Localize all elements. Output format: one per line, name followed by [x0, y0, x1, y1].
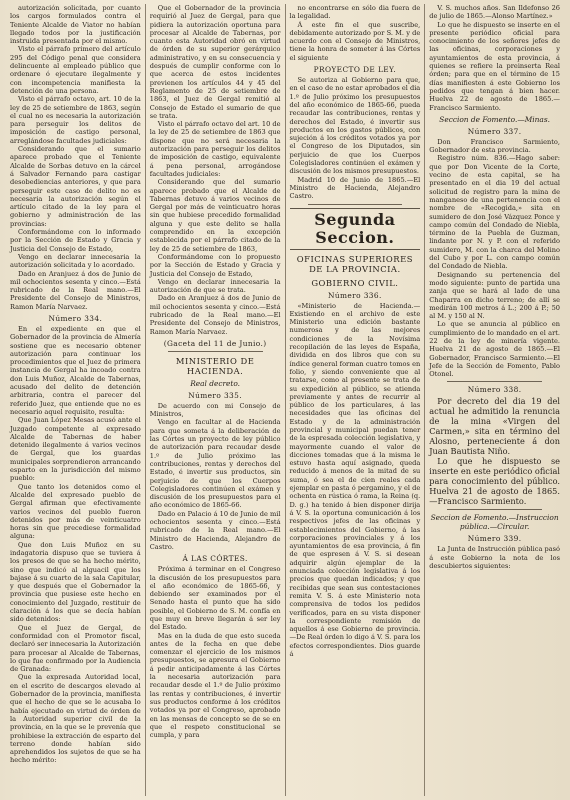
paragraph: Que tanto los detenidos como el Alcalde del expresado pueblo de Gergal afirman que efectivamente varios vecinos del pueblo fueron detenidos por más de veinticuatro horas sin que precediese formalidad alguna: — [10, 482, 141, 541]
paragraph: Vengo en declarar innecesaria la autorización de que se trata. — [149, 277, 281, 295]
paragraph: Don Francisco Sarmiento, Gobernador de esta provincia. — [429, 137, 560, 155]
divider — [447, 509, 542, 510]
paragraph: «Ministerio de Hacienda.—Existiendo en el archivo de este Ministerio una edición bastante numerosa y de las mejores condiciones de la Novísima recopilación de las leyes de España, dividida en dos libros que con su índice general forman cuatro tomos en folio, y siendo conveniente que al tratarse, como al presente se trata de su expedición al público, se atienda previamente y antes de recurrir al público de los particulares, á las necesidades que las oficinas del Estado y de la administración provincial y municipal puedan tener de la espresada colección legislativa, y mayormente cuando el valor de dicciones tomadas que á la misma le estuvo hasta aquí asignado, queda reducido á menos de la mitad de su suma, ó sea el de cien reales cada ejemplar en pasta ó pergamino, y el de ochenta en rústica ó rama, la Reina (q. D. g.) ha tenido á bien disponer dirija á V. S. la oportuna comunicación á los respectivos jefes de las oficinas y establecimientos del Gobierno, á las corporaciones provinciales y á los ayuntamientos de esa provincia, á fin de que espresen á V. S. si desean adquirir algún ejemplar de la enunciada colección legislativa á los precios que quedan indicados; y que recibidas que sean sus contestaciones remita V. S. á este Ministerio nota comprensiva de todos los pedidos verificados, para en su vista disponer la correspondiente remisión de aquellos á ese Gobierno de provincia.—De Real órden lo digo á V. S. para los efectos correspondientes. Dios guarde á — [289, 301, 421, 658]
paragraph: Que el Gobernador de la provincia requirió al Juez de Gergal, para que pidiera la autorización oportuna para procesar al Alcalde de Tabernas, por cuanto esta Autoridad obró en virtud de órden de su superior gerárquico administrativo, y en su consecuencia y después de cumplir conforme con lo que acerca de estos incidentes previenen los artículos 44 y 45 del Reglamento de 25 de setiembre de 1863, el Juez de Gergal remitió al Consejo de Estado el sumario de que se trata. — [149, 4, 281, 120]
paragraph: Lo que he dispuesto se inserte en este periódico oficial para conocimiento del público. Huelva 21 de agosto de 1865.—Francisco Sarmiento. — [429, 456, 560, 507]
proyecto-heading: PROYECTO DE LEY. — [313, 65, 397, 75]
paragraph: Á este fin el que suscribe, debidamente autorizado por S. M. y de acuerdo con el Consejo de Ministros, tiene la honra de someter á las Córtes el siguiente — [289, 20, 421, 62]
paragraph: Madrid 10 de Junio de 1865.—El Ministro de Hacienda, Alejandro Castro. — [289, 175, 421, 201]
decree-heading: Real decreto. — [190, 378, 241, 388]
paragraph: Lo que se anuncia al público en cumplimiento de lo mandado en el art. 22 de la ley de minería vigente. Huelva 21 de agosto de 1865.—El Gobernador, Francisco Sarmiento.—El Jefe de la Sección de Fomento, Pablo Otonel. — [429, 320, 560, 379]
ministry-heading: MINISTERIO DE HACIENDA. — [175, 355, 255, 376]
paragraph: Mas en la duda de que esto suceda antes de la fecha en que debe comenzar el ejercicio de los mismos presupuestos, se apresura el Gobierno á pedir anticipadamente á las Córtes la necesaria autorización para recaudar desde el 1.º de Julio próximo las rentas y contribuciones, é invertir sus productos conforme á los créditos votados ya por el Congreso, aprobado en las mensas de concepto se de se en que el respeto constitucional se cumpla, y para — [149, 631, 281, 740]
paragraph: Considerando que del sumario aparece probado que el Alcalde de Tabernas detuvo á varios vecinos de Gergal por más de veinticuatro horas sin que hubiese precedido formalidad alguna y que este delito se halla comprendido en la excepción establecida por el párrafo citado de la ley de 25 de setiembre de 1863, — [149, 178, 281, 253]
paragraph: Visto el párrafo octavo, art. 10 de la ley de 25 de setiembre de 1863, según el cual no es necesaria la autorización para perseguir los delitos de imposición de castigo personal, arreglándose facultades judiciales: — [10, 95, 141, 145]
paragraph: Que el Juez de Gergal, de conformidad con el Promotor fiscal, declaró ser innecesaria la Autorización para procesar al Alcalde de Tabernas, lo que fue confirmado por la Audiencia de Granada: — [10, 623, 141, 674]
section-number: Número 337. — [467, 126, 522, 136]
cortes-heading: Á LAS CÓRTES. — [182, 554, 248, 564]
paragraph: Por decreto del dia 19 del actual he admitido la renuncia de la mina «Virgen del Carmen,» sita en término del Alosno, perteneciente á don Juan Bautista Niño. — [429, 396, 560, 457]
paragraph: no encontrarse en sólo dia fuera de la legalidad. — [289, 4, 421, 21]
paragraph: Designando su pertenencia del modo siguiente: punto de partida una zanja que se hará al lado de una Chaparra en dicho terreno; de allí se medirán 100 metros á L.; 200 á P.; 50 al M. y 150 al N. — [429, 270, 560, 321]
section-heading: Segunda Seccion. — [290, 208, 421, 250]
section-heading: Seccion de Fomento.—Minas. — [439, 114, 550, 124]
paragraph: Dado en Aranjuez á dos de Junio de mil ochocientos sesenta y cinco.—Está rubricado de la Real mano.—El Presidente del Consejo de Ministros, Ramon María Narvaez. — [10, 269, 141, 311]
oficinas-heading: OFICINAS SUPERIORES DE LA PROVINCIA. — [296, 253, 413, 274]
paragraph: V. S. muchos años. San Ildefonso 26 de julio de 1865.—Alonso Martínez.» — [429, 4, 560, 21]
section-number: Número 334. — [48, 313, 103, 323]
section-number: Número 336. — [327, 290, 382, 300]
column-2 — [146, 4, 286, 796]
paragraph: Próxima á terminar en el Congreso la discusión de los presupuestos para el año económico de 1865-66, y debiendo ser examinados por el Senado hasta el punto que ha sido posible, el Gobierno de S. M. confía en que muy en breve llegarán á ser ley del Estado. — [149, 565, 281, 632]
paragraph: Visto el párrafo primero del artículo 295 del Código penal que considera delincuente al empleado público que ordenare ó ejecutare ilegalmente y con incompetencia manifiesta la detención de una persona. — [10, 45, 141, 95]
column-4 — [425, 4, 564, 796]
section-number: Número 335. — [188, 390, 243, 400]
paragraph: Vengo en declarar innecesaria la autorización solicitada y lo acordado. — [10, 252, 141, 270]
paragraph: Que don Luis Muñoz en su indagatoria dispuso que se tuviera á los presos de que se ha hecho mérito, sino que indicó al alguacil que los bajase á su cuarto de la sala Capitular, y que después que el Gobernador la provincia que pusiese este hecho en conocimiento del Juzgado, restituir de claración á los que se decía habían sido detenidos: — [10, 540, 141, 624]
column-1 — [6, 4, 146, 796]
paragraph: Conformándome con lo informado por la Sección de Estado y Gracia y Justicia del Consejo de Estado, — [10, 228, 141, 253]
paragraph: De acuerdo con mi Consejo de Ministros, — [149, 401, 281, 419]
column-3 — [286, 4, 426, 796]
paragraph: Dado en Palacio á 10 de Junio de mil ochocientos sesenta y cinco.—Está rubricado de la Real mano.—El Ministro de Hacienda, Alejandro de Castro. — [149, 509, 281, 551]
paragraph: Considerando que el sumario aparece probado que el Teniente Alcalde de Sorbas detuvo en la cárcel á Salvador Fernando para castigar desobediencias anteriores, y que para perseguir este caso de delito no es necesaria la autorización según el artículo citado de la ley para el gobierno y administración de las provincias: — [10, 145, 141, 228]
paragraph: Que la expresada Autoridad local, en el escrito de descargos elevado al Gobernador de la provincia, manifiesta que el hecho de que se le acusaba lo había ejecutado en virtud de órden de la Autoridad superior civil de la provincia, en la que se le prevenía que prohibiese la extracción de esparto del terreno donde habían sido aprehendidos los sujetos de que se ha hecho mérito: — [10, 673, 141, 765]
divider — [447, 381, 542, 382]
divider — [308, 204, 403, 205]
gazette-reference: (Gaceta del 11 de Junio.) — [163, 338, 267, 348]
paragraph: Se autoriza al Gobierno para que, en el caso de no estar aprobados el dia 1.º de Julio próximo los presupuestos del año económico de 1865-66, pueda recaudar las contribuciones, rentas y derechos del Estado, é invertir sus productos en los gastos públicos, con sujeción á los créditos votados ya por el Congreso de los Diputados, sin perjuicio de que los Cuerpos Colegisladores continúen el exámen y discusión de los mismos presupuestos. — [289, 76, 421, 176]
paragraph: Conformándome con lo propuesto por la Sección de Estado y Gracia y Justicia del Consejo de Estado, — [149, 252, 281, 278]
paragraph: La Junta de Instrucción pública pasó á este Gobierno la nota de los descubiertos siguientes: — [429, 545, 560, 571]
paragraph: Dado en Aranjuez á dos de Junio de mil ochocientos sesenta y cinco.—Está rubricado de la Real mano.—El Presidente del Consejo de Ministros, Ramon María Narvaez. — [149, 294, 281, 336]
paragraph: Que Juan López Mesas acusó ante el Juzgado competente al expresado Alcalde de Tabernas de haber detenido ilegalmente á varios vecinos de Gergal, que los guardas municipales sorprendieron arrancando esparto en la jurisdicción del mismo pueblo: — [10, 416, 141, 483]
paragraph: Visto el párrafo octavo del art. 10 de la ley de 25 de setiembre de 1863 que dispone que no será necesaria la autorización para perseguir los delitos de imposición de castigo, equivalente á pena personal, arrogándose facultades judiciales: — [149, 120, 281, 178]
section-number: Número 338. — [467, 385, 522, 395]
paragraph: Lo que he dispuesto se inserte en el presente periódico oficial para conocimiento de los señores jefes de las oficinas, corporaciones y ayuntamientos de esta provincia, á quienes se refiere la preinserta Real órden; para que en el término de 15 días manifiesten á este Gobierno los pedidos que tengan á bien hacer. Huelva 22 de agosto de 1865.—Francisco Sarmiento. — [429, 20, 560, 112]
section-heading: Seccion de Fomento.—Instruccion pública.—Circular. — [430, 513, 559, 532]
gobierno-heading: GOBIERNO CIVIL. — [311, 277, 399, 288]
paragraph: En el expediente en que el Gobernador de la provincia de Almería sostiene que es necesario obtener autorización para continuar los procedimientos que el Juez de primera instancia de Gergal ha incoado contra don Luis Muñoz, Alcalde de Tabernas, acusado del delito de detención arbitraria, contra el parecer del referido Juez, que entiende que no es necesario aquel requisito, resulta: — [10, 324, 141, 416]
section-number: Número 339. — [467, 534, 522, 544]
paragraph: autorización solicitada, por cuanto los cargos formulados contra el Teniente Alcalde de Viator no habían llegado todos por la justificación instruida presentada por el mismo. — [10, 4, 141, 46]
paragraph: Registro núm. 836.—Hago saber: que por Don Vicente de la Corte, vecino de esta capital, se ha presentado en el dia 19 del actual solicitud de registro para la mina de manganeso de una pertenencia con el nombre de «Recogida,» sita en sumidero de don José Vázquez Ponce y campo común del Condado de Niebla, término de la Puebla de Guzman, lindante por N. y P. con el referido sumidero, M. con la charca del Molino del Cubo y por L. con campo común del Condado de Niebla. — [429, 154, 560, 271]
paragraph: Vengo en facultar al de Hacienda para que someta á la deliberación de las Córtes un proyecto de ley público de autorización para recaudar desde 1.º de Julio próximo las contribuciones, rentas y derechos del Estado, é invertir sus productos, sin perjuicio de que los Cuerpos Colegisladores continúen el exámen y discusión de los presupuestos para el año económico de 1865-66. — [149, 418, 281, 510]
page-columns — [6, 4, 564, 796]
divider — [168, 351, 263, 352]
